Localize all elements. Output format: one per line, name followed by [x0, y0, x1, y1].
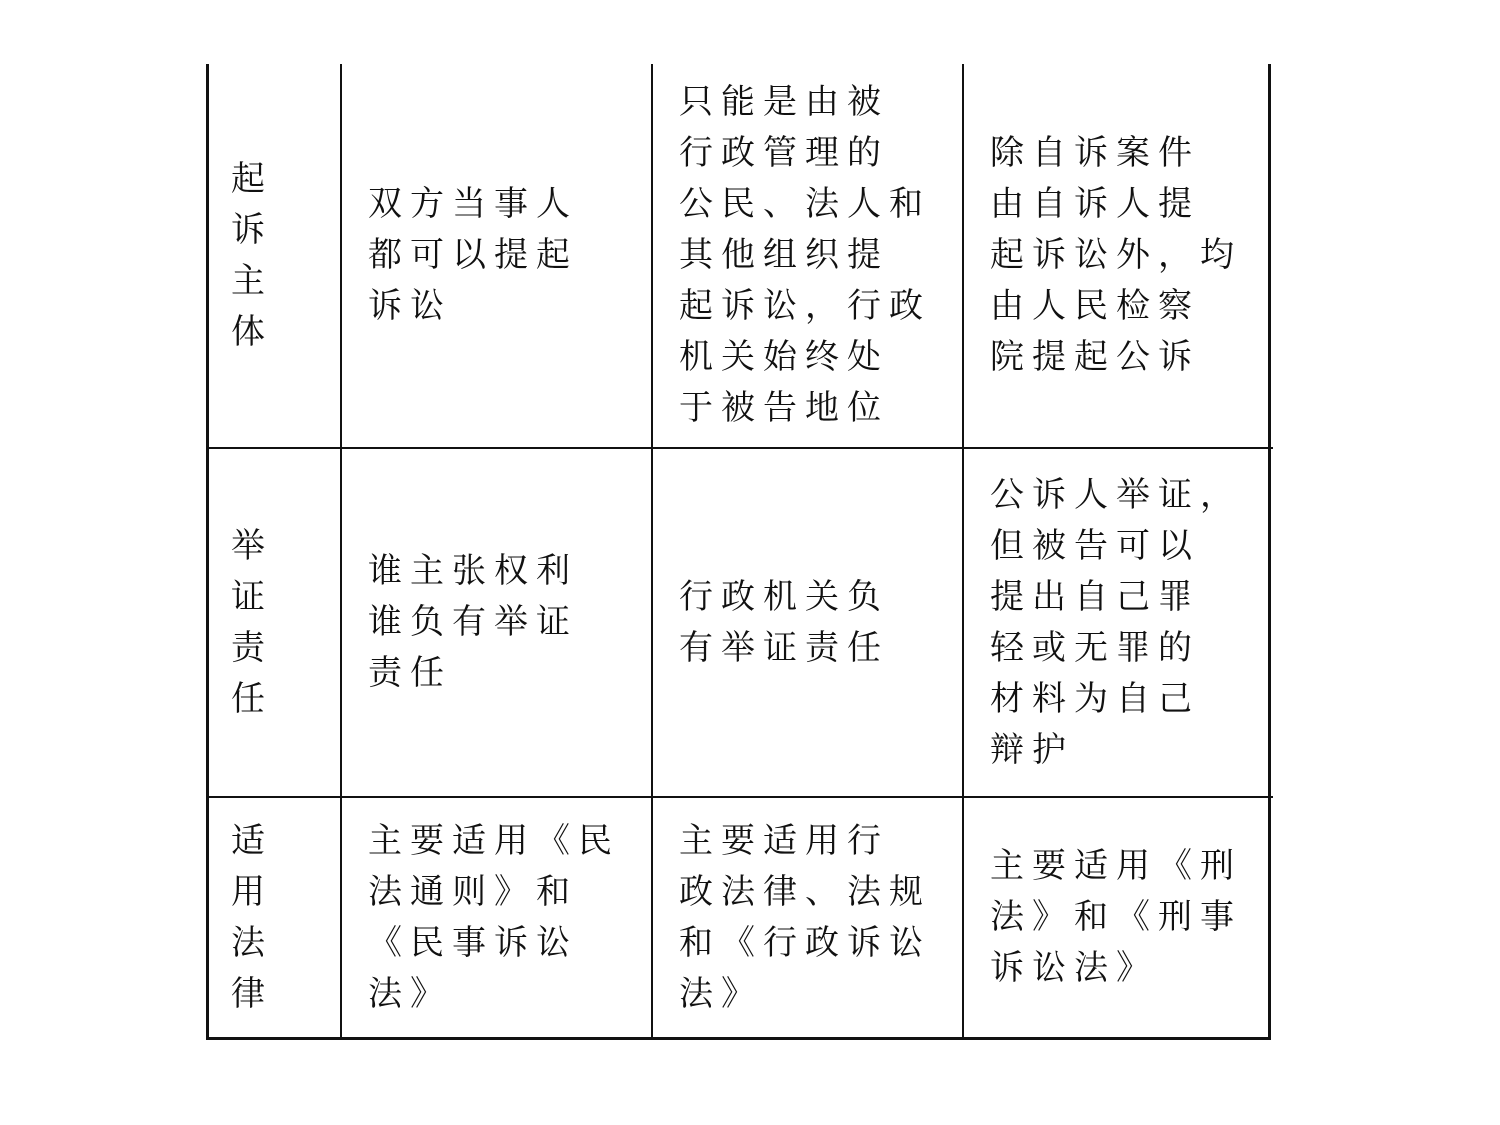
comparison-table [209, 64, 1273, 1037]
criminal-text: 除自诉案件 由自诉人提 起诉讼外，均 由人民检察 院提起公诉 [990, 133, 1242, 377]
table-row [209, 797, 1273, 1037]
civil-text: 双方当事人 都可以提起 诉讼 [368, 184, 578, 326]
row-label-cell [209, 448, 341, 797]
criminal-text: 公诉人举证， 但被告可以 提出自己罪 轻或无罪的 材料为自己 辩护 [990, 474, 1242, 770]
administrative-cell [652, 797, 963, 1037]
administrative-cell [652, 448, 963, 797]
criminal-cell [963, 64, 1273, 448]
row-label-cell [209, 64, 341, 448]
civil-cell [341, 64, 652, 448]
administrative-cell [652, 64, 963, 448]
criminal-cell [963, 448, 1273, 797]
civil-text: 主要适用《民 法通则》和 《民事诉讼 法》 [368, 820, 620, 1014]
criminal-text: 主要适用《刑 法》和《刑事 诉讼法》 [990, 846, 1242, 988]
row-label: 适用 法律 [231, 820, 267, 1014]
table-row [209, 448, 1273, 797]
administrative-text: 只能是由被 行政管理的 公民、法人和 其他组织提 起诉讼，行政 机关始终处 于被告地位 [679, 82, 931, 428]
civil-cell [341, 448, 652, 797]
civil-cell [341, 797, 652, 1037]
row-label: 举证 责任 [231, 525, 267, 719]
criminal-cell [963, 797, 1273, 1037]
table-row [209, 64, 1273, 448]
civil-text: 谁主张权利 谁负有举证 责任 [368, 551, 578, 693]
row-label: 起诉 主体 [231, 158, 267, 352]
comparison-table-container [206, 64, 1271, 1040]
administrative-text: 行政机关负 有举证责任 [679, 576, 889, 668]
administrative-text: 主要适用行 政法律、法规 和《行政诉讼 法》 [679, 820, 931, 1014]
row-label-cell [209, 797, 341, 1037]
